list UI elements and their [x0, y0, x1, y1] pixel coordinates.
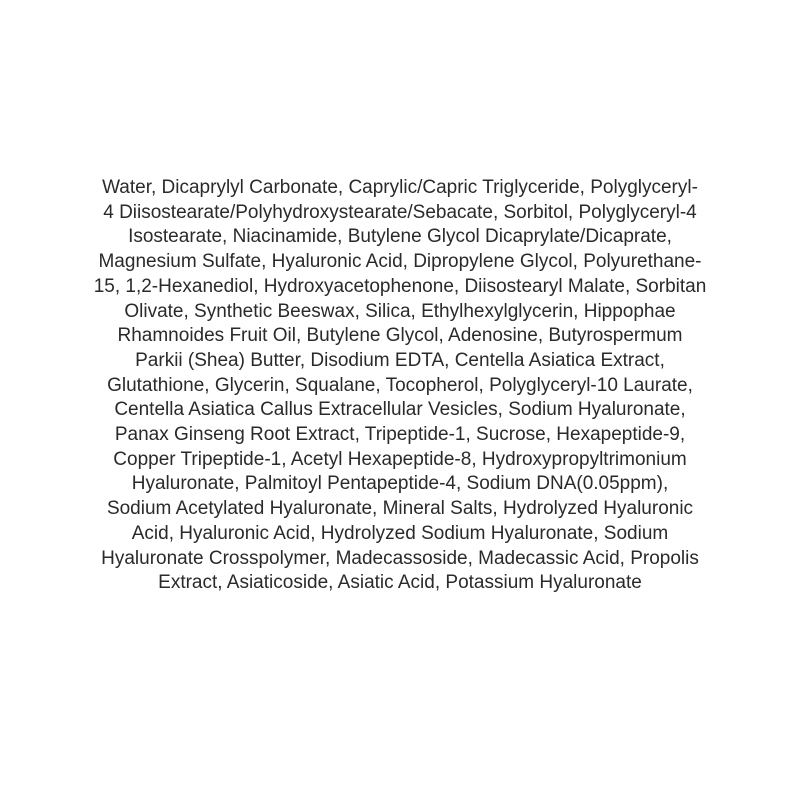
- ingredient-line: Hyaluronate, Palmitoyl Pentapeptide-4, Sodium DNA(0.05ppm),: [131, 473, 669, 495]
- ingredient-line: Hyaluronate Crosspolymer, Madecassoside, Madecassic Acid, Propolis: [101, 547, 699, 569]
- ingredient-line: Olivate, Synthetic Beeswax, Silica, Ethylhexylglycerin, Hippophae: [124, 300, 676, 322]
- ingredient-line: Acid, Hyaluronic Acid, Hydrolyzed Sodium Hyaluronate, Sodium: [131, 522, 669, 544]
- ingredient-line: Panax Ginseng Root Extract, Tripeptide-1, Sucrose, Hexapeptide-9,: [114, 424, 686, 446]
- ingredient-line: Glutathione, Glycerin, Squalane, Tocopherol, Polyglyceryl-10 Laurate,: [107, 374, 693, 396]
- ingredient-line: 15, 1,2-Hexanediol, Hydroxyacetophenone, Diisostearyl Malate, Sorbitan: [93, 275, 707, 297]
- ingredient-line: Isostearate, Niacinamide, Butylene Glycol Dicaprylate/Dicaprate,: [128, 226, 672, 248]
- ingredient-line: Copper Tripeptide-1, Acetyl Hexapeptide-8, Hydroxypropyltrimonium: [113, 448, 687, 470]
- ingredient-line: Water, Dicaprylyl Carbonate, Caprylic/Capric Triglyceride, Polyglyceryl-: [102, 177, 698, 198]
- ingredients-list: [40, 176, 760, 596]
- ingredient-line: Sodium Acetylated Hyaluronate, Mineral Salts, Hydrolyzed Hyaluronic: [106, 498, 694, 520]
- ingredient-line: 4 Diisostearate/Polyhydroxystearate/Sebacate, Sorbitol, Polyglyceryl-4: [103, 201, 697, 223]
- ingredient-line: Extract, Asiaticoside, Asiatic Acid, Potassium Hyaluronate: [158, 572, 642, 594]
- ingredient-line: Rhamnoides Fruit Oil, Butylene Glycol, Adenosine, Butyrospermum: [117, 325, 683, 347]
- ingredient-line: Magnesium Sulfate, Hyaluronic Acid, Dipropylene Glycol, Polyurethane-: [98, 251, 702, 273]
- ingredient-line: Centella Asiatica Callus Extracellular Vesicles, Sodium Hyaluronate,: [114, 399, 686, 421]
- ingredient-line: Parkii (Shea) Butter, Disodium EDTA, Centella Asiatica Extract,: [135, 349, 665, 371]
